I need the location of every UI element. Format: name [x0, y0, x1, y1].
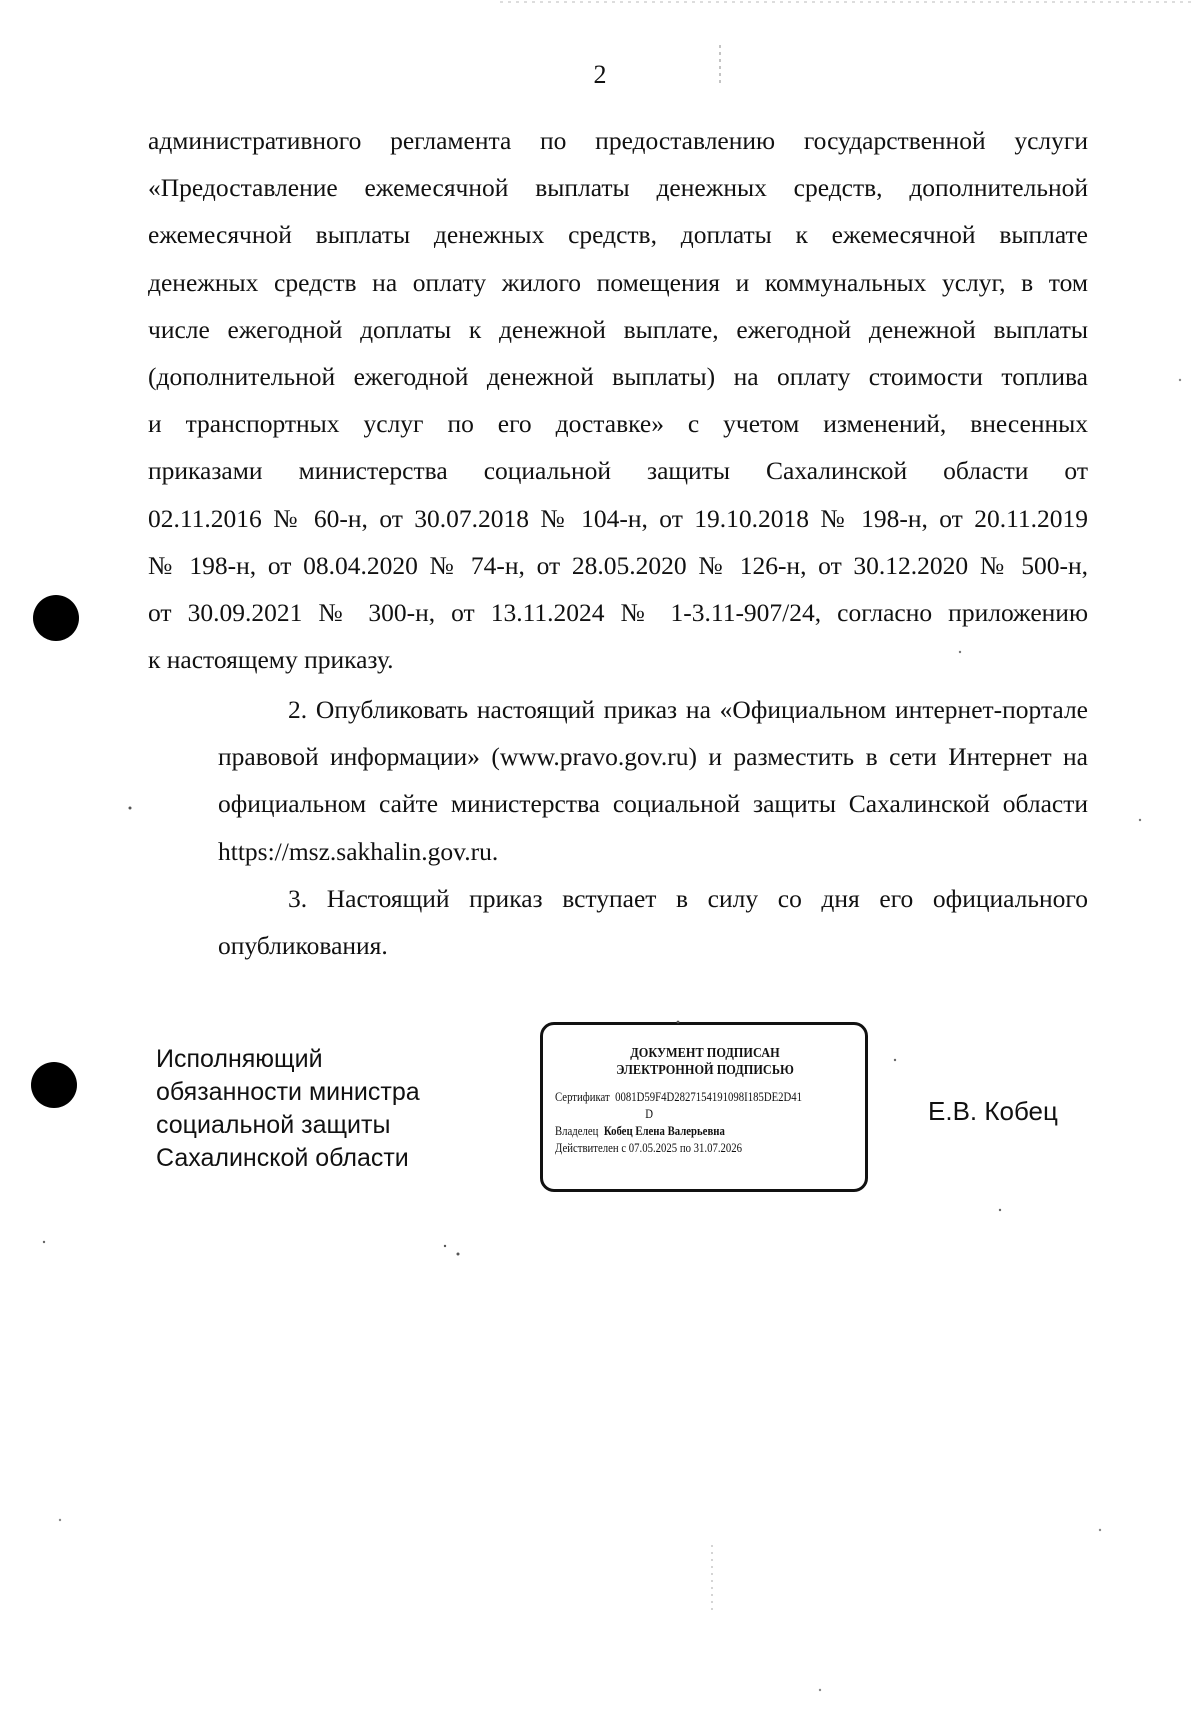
signatory-position-line: социальной защиты: [156, 1111, 391, 1139]
paragraph-line: числе ежегодной доплаты к денежной выплате, ежегодной денежной выплаты: [148, 314, 1088, 344]
signatory-position: [156, 1043, 496, 1175]
paragraph-line: денежных средств на оплату жилого помещения и коммунальных услуг, в том: [148, 267, 1088, 297]
paragraph-line: приказами министерства социальной защиты Сахалинской области от: [148, 456, 1088, 486]
stamp-title-line-1: ДОКУМЕНТ ПОДПИСАН: [630, 1046, 780, 1061]
stamp-certificate: [555, 1089, 813, 1106]
paragraph-line: «Предоставление ежемесячной выплаты денежных средств, дополнительной: [148, 173, 1088, 203]
punch-hole-dot: [33, 595, 79, 641]
stamp-owner: [555, 1123, 813, 1140]
paragraph-line: ежемесячной выплаты денежных средств, доплаты к ежемесячной выплате: [148, 220, 1088, 250]
signer-name: Е.В. Кобец: [928, 1096, 1058, 1126]
signatory-position-line: Сахалинской области: [156, 1144, 409, 1172]
paragraph-line: № 198-н, от 08.04.2020 № 74-н, от 28.05.2020 № 126-н, от 30.12.2020 № 500-н,: [148, 550, 1088, 580]
stamp-certificate-label: Сертификат: [555, 1090, 610, 1104]
punch-hole-dot: [31, 1062, 77, 1108]
paragraph-line: https://msz.sakhalin.gov.ru.: [218, 836, 499, 866]
paragraph-line: официальном сайте министерства социальной защиты Сахалинской области: [218, 789, 1088, 819]
paragraph-line: 3. Настоящий приказ вступает в силу со дня его официального: [288, 884, 1088, 913]
paragraph-3: [148, 875, 1088, 969]
paragraph-1: [148, 117, 1088, 683]
electronic-signature-stamp: [540, 1022, 868, 1192]
paragraph-2: [148, 686, 1088, 875]
paragraph-line: опубликования.: [218, 931, 388, 961]
paragraph-line: к настоящему приказу.: [148, 645, 394, 675]
stamp-certificate-value: 0081D59F4D2827154191098I185DE2D41: [615, 1090, 803, 1104]
stamp-validity: Действителен с 07.05.2025 по 31.07.2026: [555, 1141, 743, 1155]
paragraph-line: (дополнительной ежегодной денежной выплаты) на оплату стоимости топлива: [148, 362, 1088, 392]
paragraph-line: 02.11.2016 № 60-н, от 30.07.2018 № 104-н, от 19.10.2018 № 198-н, от 20.11.2019: [148, 503, 1088, 533]
stamp-owner-label: Владелец: [555, 1124, 599, 1138]
paragraph-line: от 30.09.2021 № 300-н, от 13.11.2024 № 1-3.11-907/24, согласно приложению: [148, 598, 1088, 628]
page-number: 2: [593, 60, 607, 89]
paragraph-line: 2. Опубликовать настоящий приказ на «Официальном интернет-портале: [288, 695, 1088, 724]
paragraph-line: правовой информации» (www.pravo.gov.ru) и разместить в сети Интернет на: [218, 742, 1088, 772]
paragraph-line: административного регламента по предоставлению государственной услуги: [148, 126, 1088, 155]
signatory-position-line: Исполняющий: [156, 1045, 323, 1073]
stamp-owner-value: Кобец Елена Валерьевна: [603, 1124, 725, 1138]
paragraph-line: и транспортных услуг по его доставке» с учетом изменений, внесенных: [148, 409, 1088, 439]
stamp-certificate-tail: D: [645, 1107, 654, 1121]
signatory-position-line: обязанности министра: [156, 1078, 420, 1106]
stamp-title-line-2: ЭЛЕКТРОННОЙ ПОДПИСЬЮ: [616, 1063, 794, 1078]
